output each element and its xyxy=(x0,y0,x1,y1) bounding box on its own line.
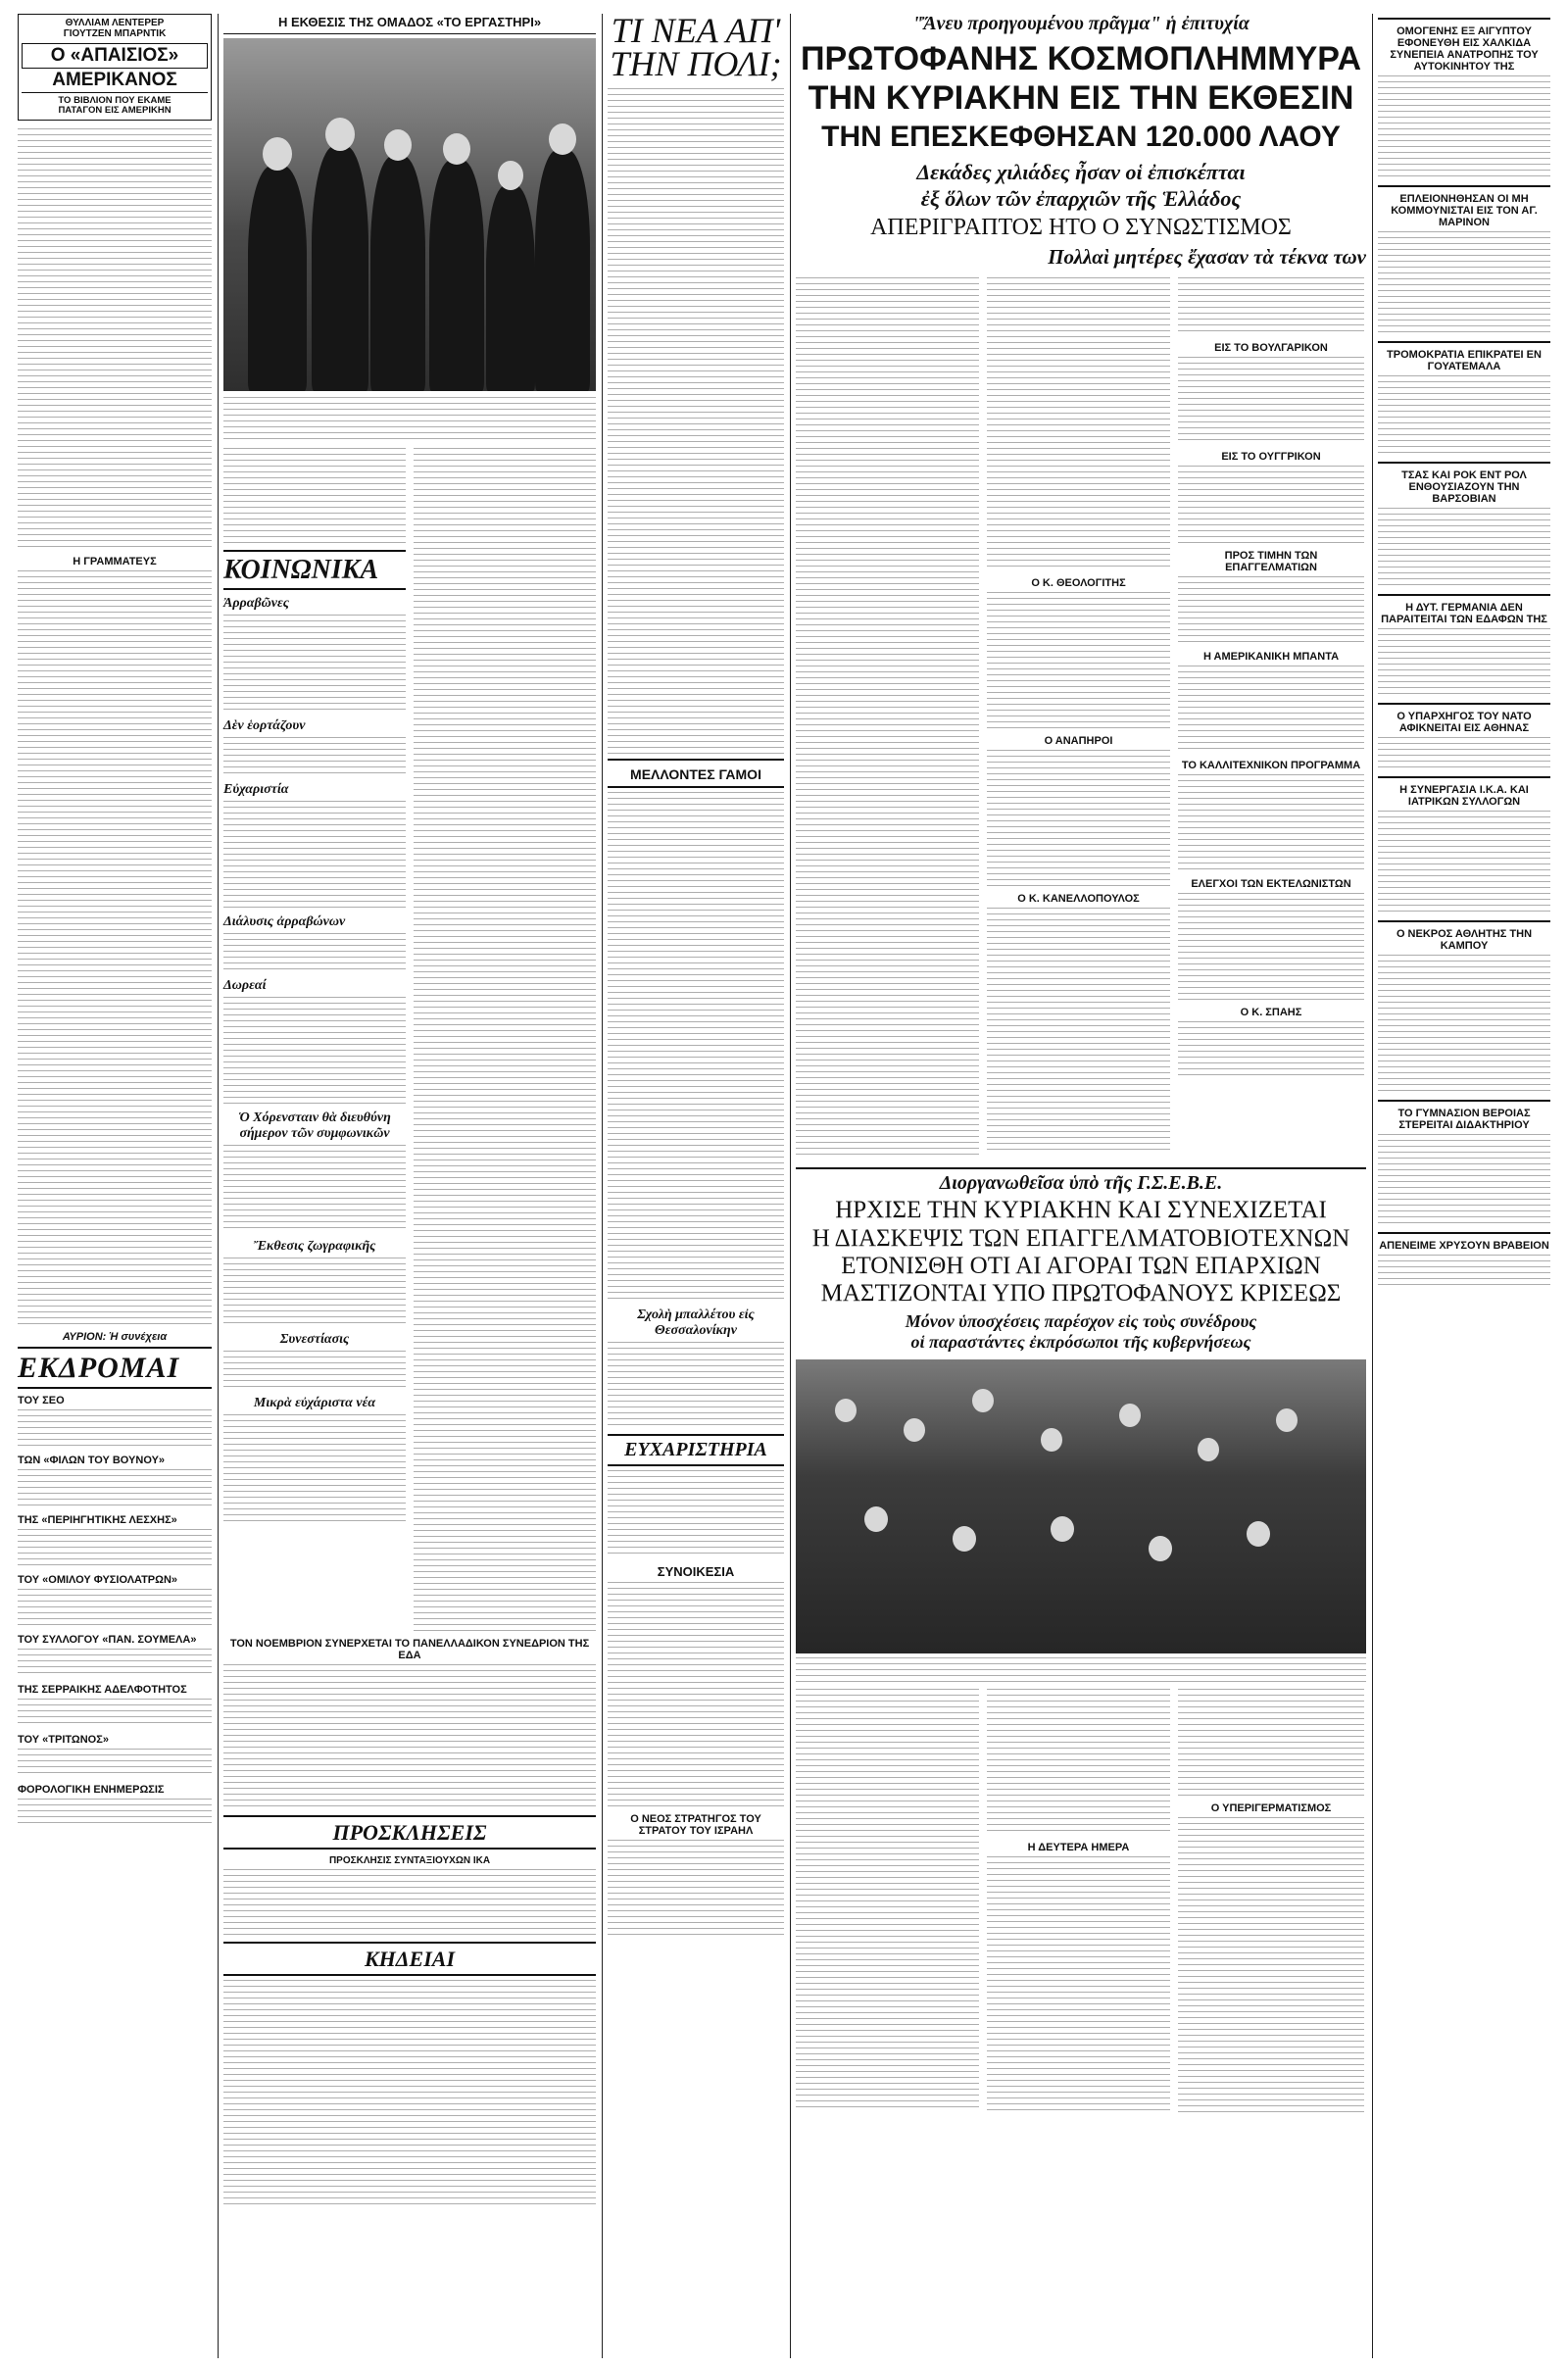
excursion-item: ΤΟΥ ΣΥΛΛΟΓΟΥ «ΠΑΝ. ΣΟΥΜΕΛΑ» xyxy=(18,1634,197,1647)
continuation-note: ΑΥΡΙΟΝ: Ἡ συνέχεια xyxy=(62,1330,168,1343)
gsebe-headline-3: ΕΤΟΝΙΣΘΗ ΟΤΙ ΑΙ ΑΓΟΡΑΙ ΤΩΝ ΕΠΑΡΧΙΩΝ xyxy=(841,1252,1321,1279)
brief-news-item xyxy=(1378,1232,1550,1290)
main-headline-3: ΤΗΝ ΕΠΕΣΚΕΦΘΗΣΑΝ 120.000 ΛΑΟΥ xyxy=(821,121,1341,154)
photo-caption xyxy=(223,397,596,442)
gsebe-headline-4: ΜΑΣΤΙΖΟΝΤΑΙ ΥΠΟ ΠΡΩΤΟΦΑΝΟΥΣ ΚΡΙΣΕΩΣ xyxy=(820,1280,1342,1307)
author-line-1: ΘΥΛΛΙΑΜ ΛΕΝΤΕΡΕΡ xyxy=(65,18,165,28)
gsebe-headline-2: Η ΔΙΑΣΚΕΨΙΣ ΤΩΝ ΕΠΑΓΓΕΛΜΑΤΟΒΙΟΤΕΧΝΩΝ xyxy=(811,1224,1350,1252)
brief-news-item xyxy=(1378,1100,1550,1228)
gsebe-deck-1: Μόνον ὑποσχέσεις παρέσχον εἰς τοὺς συνέδρους xyxy=(905,1311,1257,1332)
weddings-heading: ΜΕΛΛΟΝΤΕΣ ΓΑΜΟΙ xyxy=(630,766,761,782)
subhead: Ο ΥΠΕΡΙΓΕΡΜΑΤΙΣΜΟΣ xyxy=(1210,1802,1332,1815)
brief-news-title: Ο ΥΠΑΡΧΗΓΟΣ ΤΟΥ ΝΑΤΟ ΑΦΙΚΝΕΙΤΑΙ ΕΙΣ ΑΘΗΝΑΣ xyxy=(1396,711,1532,734)
column-rule xyxy=(790,14,791,2358)
brief-news-item xyxy=(1378,341,1550,458)
brief-news-item xyxy=(1378,703,1550,772)
column-3 xyxy=(608,11,784,1938)
subhead: Συνεστίασις xyxy=(279,1332,350,1348)
column-rule xyxy=(1372,14,1373,2358)
funerals-heading: ΚΗΔΕΙΑΙ xyxy=(364,1946,456,1971)
column-rule xyxy=(602,14,603,2358)
subhead: Εὐχαριστία xyxy=(223,782,289,798)
subhead: ΕΛΕΓΧΟΙ ΤΩΝ ΕΚΤΕΛΩΝΙΣΤΩΝ xyxy=(1191,878,1351,891)
subhead: ΤΟ ΚΑΛΛΙΤΕΧΝΙΚΟΝ ΠΡΟΓΡΑΜΜΑ xyxy=(1181,760,1361,772)
article-body xyxy=(18,570,212,1325)
brief-news-item xyxy=(1378,18,1550,181)
excursions-list xyxy=(18,1395,212,1828)
brief-news-item xyxy=(1378,776,1550,916)
subhead: ΕΙΣ ΤΟ ΟΥΓΓΡΙΚΟΝ xyxy=(1221,451,1321,464)
israel-general-heading: Ο ΝΕΟΣ ΣΤΡΑΤΗΓΟΣ ΤΟΥ ΣΤΡΑΤΟΥ ΤΟΥ ΙΣΡΑΗΛ xyxy=(630,1813,761,1837)
brief-news-title: ΤΡΟΜΟΚΡΑΤΙΑ ΕΠΙΚΡΑΤΕΙ ΕΝ ΓΟΥΑΤΕΜΑΛΑ xyxy=(1387,349,1542,372)
main-deck-3: ΑΠΕΡΙΓΡΑΠΤΟΣ ΗΤΟ Ο ΣΥΝΩΣΤΙΣΜΟΣ xyxy=(870,215,1292,241)
brief-news-body xyxy=(1378,231,1550,337)
cohabitation-heading: ΣΥΝΟΙΚΕΣΙΑ xyxy=(657,1564,735,1579)
brief-news-item xyxy=(1378,462,1550,590)
city-news-headline: ΤΙ ΝΕΑ ΑΠ' ΤΗΝ ΠΟΛΙ; xyxy=(610,11,782,83)
excursion-item: ΤΟΥ «ΟΜΙΛΟΥ ΦΥΣΙΟΛΑΤΡΩΝ» xyxy=(18,1574,178,1587)
excursion-item: ΦΟΡΟΛΟΓΙΚΗ ΕΝΗΜΕΡΩΣΙΣ xyxy=(18,1784,165,1797)
book-title-2: ΑΜΕΡΙΚΑΝΟΣ xyxy=(22,71,208,93)
subhead: Ο Κ. ΚΑΝΕΛΛΟΠΟΥΛΟΣ xyxy=(1017,893,1140,906)
photo-title: Η ΕΚΘΕΣΙΣ ΤΗΣ ΟΜΑΔΟΣ «ΤΟ ΕΡΓΑΣΤΗΡΙ» xyxy=(223,14,596,34)
book-footer-2: ΠΑΤΑΓΟΝ ΕΙΣ ΑΜΕΡΙΚΗΝ xyxy=(58,104,172,116)
brief-news-body xyxy=(1378,1255,1550,1290)
subhead: Ο Κ. ΣΠΑΗΣ xyxy=(1240,1007,1302,1019)
invitation-subhead: ΠΡΟΣΚΛΗΣΙΣ ΣΥΝΤΑΞΙΟΥΧΩΝ ΙΚΑ xyxy=(328,1854,491,1866)
subhead: Η ΔΕΥΤΕΡΑ ΗΜΕΡΑ xyxy=(1027,1842,1130,1854)
brief-news-body xyxy=(1378,1134,1550,1228)
brief-news-body xyxy=(1378,628,1550,699)
excursion-item: ΤΗΣ ΣΕΡΡΑΙΚΗΣ ΑΔΕΛΦΟΤΗΤΟΣ xyxy=(18,1684,187,1697)
brief-news-title: Η ΔΥΤ. ΓΕΡΜΑΝΙΑ ΔΕΝ ΠΑΡΑΙΤΕΙΤΑΙ ΤΩΝ ΕΔΑΦΩΝ ΤΗΣ xyxy=(1381,602,1547,625)
excursion-item: ΤΟΥ «ΤΡΙΤΩΝΟΣ» xyxy=(18,1734,109,1747)
column-2 xyxy=(223,14,596,2205)
excursion-item: ΤΗΣ «ΠΕΡΙΗΓΗΤΙΚΗΣ ΛΕΣΧΗΣ» xyxy=(18,1514,177,1527)
column-1 xyxy=(18,14,212,1828)
subhead: Δωρεαί xyxy=(223,978,267,994)
brief-news-body xyxy=(1378,508,1550,590)
column-6 xyxy=(1378,14,1550,1290)
subhead: Η ΑΜΕΡΙΚΑΝΙΚΗ ΜΠΑΝΤΑ xyxy=(1202,651,1340,664)
main-deck-4: Πολλαὶ μητέρες ἔχασαν τὰ τέκνα των xyxy=(1048,245,1366,270)
brief-news-title: Ο ΝΕΚΡΟΣ ΑΘΛΗΤΗΣ ΤΗΝ ΚΑΜΠΟΥ xyxy=(1396,928,1533,952)
conference-photo xyxy=(796,1359,1366,1653)
subhead: Δὲν ἑορτάζουν xyxy=(223,718,306,734)
brief-news-body xyxy=(1378,737,1550,772)
social-heading: ΚΟΙΝΩΝΙΚΑ xyxy=(223,554,379,585)
conference-caption xyxy=(796,1657,1366,1683)
excursion-item: ΤΩΝ «ΦΙΛΩΝ ΤΟΥ ΒΟΥΝΟΥ» xyxy=(18,1455,166,1467)
subhead: Ἀρραβῶνες xyxy=(223,596,289,612)
main-deck-1: Δεκάδες χιλιάδες ἦσαν οἱ ἐπισκέπται xyxy=(916,159,1246,184)
ballet-school-heading: Σχολὴ μπαλλέτου εἰς Θεσσαλονίκην xyxy=(637,1307,755,1338)
subhead: Ο Κ. ΘΕΟΛΟΓΙΤΗΣ xyxy=(1031,577,1126,590)
brief-news-body xyxy=(1378,75,1550,181)
gsebe-deck-2: οἱ παραστάντες ἐκπρόσωποι τῆς κυβερνήσεως xyxy=(910,1332,1251,1353)
section-title: Η ΓΡΑΜΜΑΤΕΥΣ xyxy=(73,555,157,567)
article-body xyxy=(18,128,212,550)
brief-news-item xyxy=(1378,185,1550,337)
main-kicker: "Ἄνευ προηγουμένου πρᾶγμα" ἡ ἐπιτυχία xyxy=(912,13,1250,34)
book-title-box xyxy=(18,14,212,121)
brief-news-title: ΕΠΛΕΙΟΝΗΘΗΣΑΝ ΟΙ ΜΗ ΚΟΜΜΟΥΝΙΣΤΑΙ ΕΙΣ ΤΟΝ ΑΓ. ΜΑΡΙΝΟΝ xyxy=(1391,193,1538,228)
excursions-heading: ΕΚΔΡΟΜΑΙ xyxy=(18,1351,180,1384)
brief-news-body xyxy=(1378,375,1550,458)
brief-news-title: ΑΠΕΝΕΙΜΕ ΧΡΥΣΟΥΝ ΒΡΑΒΕΙΟΝ xyxy=(1379,1240,1549,1252)
brief-news-body xyxy=(1378,811,1550,916)
subhead: Ο ΑΝΑΠΗΡΟΙ xyxy=(1044,735,1113,748)
subhead: Ὁ Χόρενσταιν θὰ διευθύνη σήμερον τῶν συμφωνικῶν xyxy=(238,1110,391,1142)
main-story xyxy=(796,14,1366,2113)
brief-news-title: ΤΣΑΣ ΚΑΙ ΡΟΚ ΕΝΤ ΡΟΛ ΕΝΘΟΥΣΙΑΖΟΥΝ ΤΗΝ ΒΑΡΣΟΒΙΑΝ xyxy=(1401,469,1527,505)
thanks-heading: ΕΥΧΑΡΙΣΤΗΡΙΑ xyxy=(624,1439,767,1460)
brief-news-list xyxy=(1378,18,1550,1290)
brief-news-item xyxy=(1378,920,1550,1096)
subhead: ΠΡΟΣ ΤΙΜΗΝ ΤΩΝ ΕΠΑΓΓΕΛΜΑΤΙΩΝ xyxy=(1224,550,1318,574)
invitations-heading: ΠΡΟΣΚΛΗΣΕΙΣ xyxy=(332,1819,487,1845)
author-line-2: ΓΙΟΥΤΖΕΝ ΜΠΑΡΝΤΙΚ xyxy=(63,27,167,39)
exhibition-photo xyxy=(223,38,596,391)
gsebe-headline-1: ΗΡΧΙΣΕ ΤΗΝ ΚΥΡΙΑΚΗΝ ΚΑΙ ΣΥΝΕΧΙΖΕΤΑΙ xyxy=(835,1197,1327,1224)
excursion-item: ΤΟΥ ΣΕΟ xyxy=(18,1395,65,1407)
newspaper-page xyxy=(18,11,1550,2358)
subhead: ΕΙΣ ΤΟ ΒΟΥΛΓΑΡΙΚΟΝ xyxy=(1214,342,1328,355)
main-headline-2: ΤΗΝ ΚΥΡΙΑΚΗΝ ΕΙΣ ΤΗΝ ΕΚΘΕΣΙΝ xyxy=(808,78,1354,117)
subhead: Διάλυσις ἀρραβώνων xyxy=(223,914,346,930)
book-footer-1: ΤΟ ΒΙΒΛΙΟΝ ΠΟΥ ΕΚΑΜΕ xyxy=(58,94,172,106)
brief-news-item xyxy=(1378,594,1550,699)
subhead: Μικρὰ εὐχάριστα νέα xyxy=(253,1396,376,1411)
brief-news-title: ΟΜΟΓΕΝΗΣ ΕΞ ΑΙΓΥΠΤΟΥ ΕΦΟΝΕΥΘΗ ΕΙΣ ΧΑΛΚΙΔΑ ΣΥΝΕΠΕΙΑ ΑΝΑΤΡΟΠΗΣ ΤΟΥ ΑΥΤΟΚΙΝΗΤΟΥ ΤΗΣ xyxy=(1390,25,1539,73)
subhead: Ἔκθεσις ζωγραφικῆς xyxy=(253,1239,376,1255)
book-title-1: Ο «ΑΠΑΙΣΙΟΣ» xyxy=(22,43,208,69)
brief-news-body xyxy=(1378,955,1550,1096)
main-headline-1: ΠΡΩΤΟΦΑΝΗΣ ΚΟΣΜΟΠΛΗΜΜΥΡΑ xyxy=(800,40,1362,77)
brief-news-title: Η ΣΥΝΕΡΓΑΣΙΑ Ι.Κ.Α. ΚΑΙ ΙΑΤΡΙΚΩΝ ΣΥΛΛΟΓΩΝ xyxy=(1399,784,1529,808)
gsebe-kicker: Διοργανωθεῖσα ὑπὸ τῆς Γ.Σ.Ε.Β.Ε. xyxy=(939,1172,1223,1195)
brief-news-title: ΤΟ ΓΥΜΝΑΣΙΟΝ ΒΕΡΟΙΑΣ ΣΤΕΡΕΙΤΑΙ ΔΙΔΑΚΤΗΡΙΟΥ xyxy=(1397,1108,1531,1131)
column-rule xyxy=(218,14,219,2358)
conference-title: ΤΟΝ ΝΟΕΜΒΡΙΟΝ ΣΥΝΕΡΧΕΤΑΙ ΤΟ ΠΑΝΕΛΛΑΔΙΚΟΝ ΣΥΝΕΔΡΙΟΝ ΤΗΣ ΕΔΑ xyxy=(229,1637,590,1661)
main-deck-2: ἐξ ὅλων τῶν ἐπαρχιῶν τῆς Ἑλλάδος xyxy=(920,185,1242,211)
